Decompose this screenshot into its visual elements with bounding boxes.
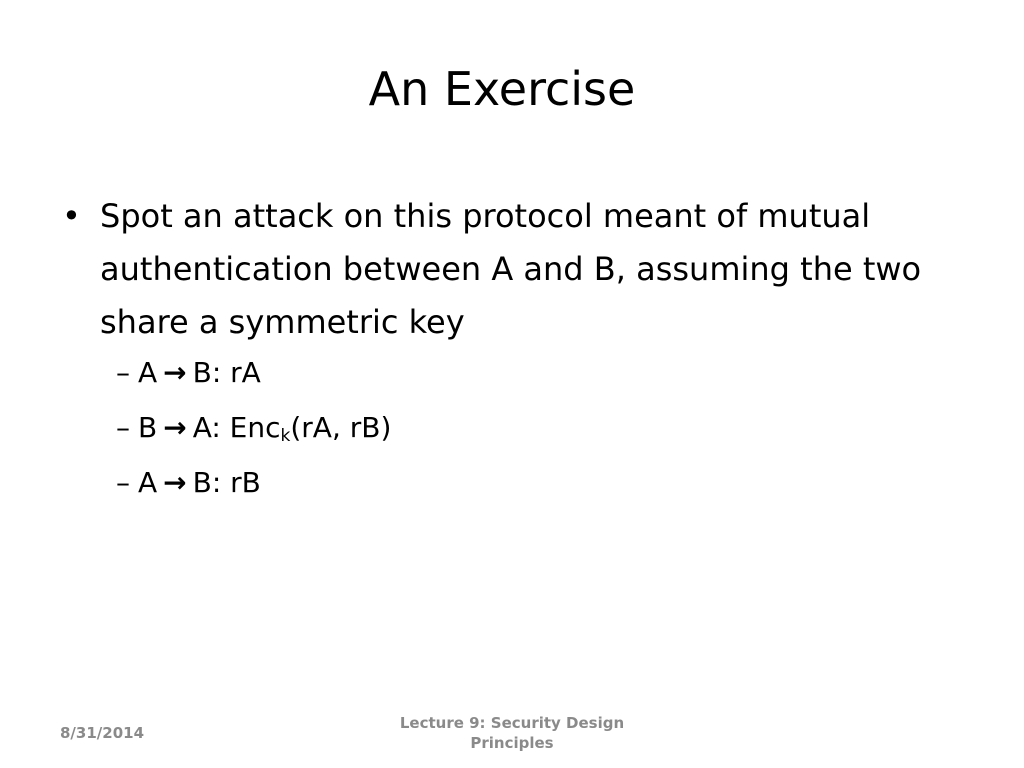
dash-icon: – bbox=[116, 411, 130, 444]
protocol-step bbox=[116, 465, 940, 501]
bullet-text: Spot an attack on this protocol meant of mutual authentication between A and B, assuming the two share a symmetric key bbox=[100, 197, 922, 341]
step-from: A bbox=[138, 466, 158, 499]
protocol-step bbox=[116, 410, 940, 446]
protocol-step bbox=[116, 355, 940, 391]
step-message: B: rA bbox=[192, 356, 261, 389]
footer-date: 8/31/2014 bbox=[60, 724, 145, 742]
bullet-dot-icon: • bbox=[62, 197, 81, 235]
arrow-right-icon: → bbox=[163, 411, 187, 444]
step-message-args: (rA, rB) bbox=[290, 411, 392, 444]
arrow-right-icon: → bbox=[163, 466, 187, 499]
slide-title: An Exercise bbox=[368, 62, 636, 116]
bullet-item bbox=[60, 190, 940, 349]
step-from: A bbox=[138, 356, 158, 389]
step-from: B bbox=[138, 411, 158, 444]
footer-lecture-title: Lecture 9: Security Design Principles bbox=[399, 714, 625, 752]
dash-icon: – bbox=[116, 466, 130, 499]
slide-body bbox=[60, 190, 940, 520]
dash-icon: – bbox=[116, 356, 130, 389]
protocol-steps bbox=[60, 355, 940, 501]
arrow-right-icon: → bbox=[163, 356, 187, 389]
step-message: A: Enc bbox=[192, 411, 281, 444]
step-message: B: rB bbox=[192, 466, 261, 499]
key-subscript: k bbox=[280, 426, 291, 446]
